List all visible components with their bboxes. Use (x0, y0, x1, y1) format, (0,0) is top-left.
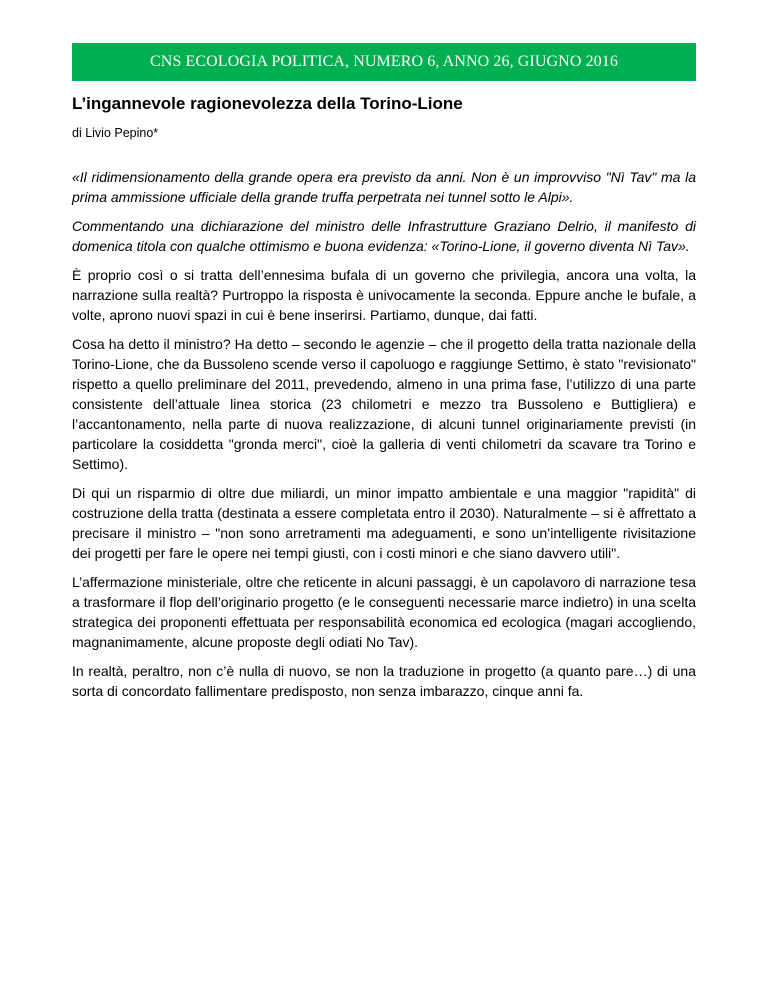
article-paragraph: In realtà, peraltro, non c’è nulla di nuovo, se non la traduzione in progetto (a quanto pare…) di una sorta di concordato fallimentare predisposto, non senza imbarazzo, cinque anni fa. (72, 663, 696, 699)
article-paragraph-quote: «Il ridimensionamento della grande opera era previsto da anni. Non è un improvviso "Nì Tav" ma la prima ammissione ufficiale della grande truffa perpetrata nei tunnel sotto le Alpi». (72, 169, 696, 205)
article-paragraph: Cosa ha detto il ministro? Ha detto – secondo le agenzie – che il progetto della tratta nazionale della Torino-Lione, che da Bussoleno scende verso il capoluogo e raggiunge Settimo, è stato "revisionato" rispetto a quello preliminare del 2011, prevedendo, almeno in una prima fase, l’utilizzo di una parte consistente dell’attuale linea storica (23 chilometri e mezzo tra Bussoleno e Buttigliera) e l’accantonamento, nella parte di nuova realizzazione, di alcuni tunnel originariamente previsti (in particolare la cosiddetta "gronda merci", cioè la galleria di venti chilometri da scavare tra Torino e Settimo). (72, 336, 696, 472)
article-paragraph-comment: Commentando una dichiarazione del ministro delle Infrastrutture Graziano Delrio, il manifesto di domenica titola con qualche ottimismo e buona evidenza: «Torino-Lione, il governo diventa Nì Tav». (72, 218, 696, 254)
journal-header-text: CNS ECOLOGIA POLITICA, NUMERO 6, ANNO 26, GIUGNO 2016 (150, 53, 618, 70)
article-title: L’ingannevole ragionevolezza della Torino-Lione (72, 94, 463, 113)
article-paragraph: È proprio così o si tratta dell’ennesima bufala di un governo che privilegia, ancora una volta, la narrazione sulla realtà? Purtroppo la risposta è univocamente la seconda. Eppure anche le bufale, a volte, aprono nuovi spazi in cui è bene inserirsi. Partiamo, dunque, dai fatti. (72, 267, 696, 323)
article (72, 93, 696, 710)
article-author: di Livio Pepino* (72, 126, 159, 140)
journal-header-band (72, 43, 696, 81)
article-paragraph: Di qui un risparmio di oltre due miliardi, un minor impatto ambientale e una maggior "rapidità" di costruzione della tratta (destinata a essere completata entro il 2030). Naturalmente – si è affrettato a precisare il ministro – "non sono arretramenti ma adeguamenti, e sono un’intelligente rivisitazione dei progetti per fare le opere nei tempi giusti, con i costi minori e che siano davvero utili". (72, 485, 696, 561)
article-paragraph: L’affermazione ministeriale, oltre che reticente in alcuni passaggi, è un capolavoro di narrazione tesa a trasformare il flop dell’originario progetto (e le conseguenti necessarie marce indietro) in una scelta strategica dei proponenti effettuata per responsabilità economica ed ecologica (magari accogliendo, magnanimamente, alcune proposte degli odiati No Tav). (72, 574, 696, 650)
